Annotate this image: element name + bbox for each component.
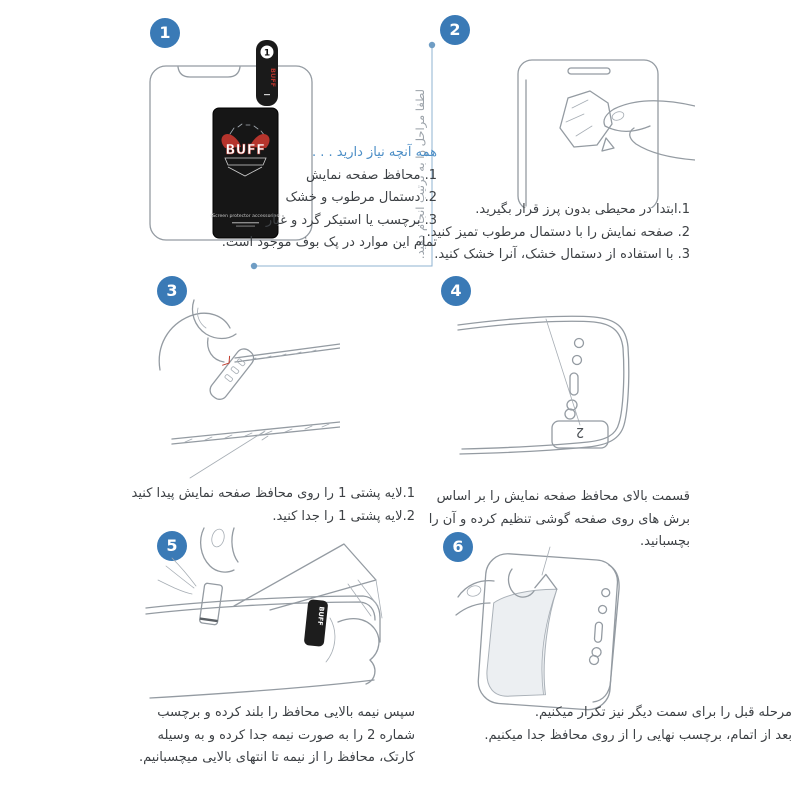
card-subtitle: (Screen protector accessories) bbox=[210, 214, 281, 219]
step-5-badge: 5 bbox=[157, 531, 187, 561]
need-item-2: 2. دستمال مرطوب و خشک bbox=[285, 190, 437, 205]
vertical-order-note: لطفا مراحل را به ترتیب انجام دهید. bbox=[413, 88, 427, 260]
step-2-line-2: 2. صفحه نمایش را با دستمال مرطوب تمیز کنید. bbox=[426, 224, 690, 240]
step-6-line-1: مرحله قبل را برای سمت دیگر نیز تکرار میکنیم. bbox=[534, 705, 792, 720]
step-4-line-1: قسمت بالای محافظ صفحه نمایش را بر اساس bbox=[436, 489, 690, 504]
step-2-text bbox=[427, 199, 690, 267]
step-4-text bbox=[429, 486, 690, 554]
step-1-text bbox=[222, 142, 437, 255]
step-5-illustration bbox=[138, 522, 388, 702]
tab-brand-label: BUFF bbox=[269, 68, 277, 88]
step-3-line-2: 2.لایه پشتی 1 را جدا کنید. bbox=[272, 508, 415, 524]
step-1-badge: 1 bbox=[150, 18, 180, 48]
step-6-text bbox=[484, 702, 792, 747]
backing-tab bbox=[204, 343, 257, 402]
tab-number-label: 2 bbox=[575, 424, 585, 439]
step-2-line-1: 1.ابتدا در محیطی بدون پرز قرار بگیرید. bbox=[475, 202, 690, 217]
step-4-illustration bbox=[448, 303, 663, 468]
step-3-line-1: 1.لایه پشتی 1 را روی محافظ صفحه نمایش پیدا کنید bbox=[131, 486, 415, 501]
step-3-badge: 3 bbox=[157, 276, 187, 306]
step-3-illustration bbox=[150, 298, 340, 480]
pack-note: تمام این موارد در پک بوف موجود است. bbox=[221, 235, 437, 250]
tab-brand-label: BUFF bbox=[315, 606, 326, 626]
step-5-line-3: کارتک، محافظ را از نیمه تا انتهای بالایی میچسبانیم. bbox=[138, 750, 415, 765]
step-4-line-3: بچسبانید. bbox=[640, 534, 690, 549]
step-6-badge: 6 bbox=[443, 532, 473, 562]
step-2-line-3: 3. با استفاده از دستمال خشک، آنرا خشک کنید. bbox=[434, 247, 690, 262]
step-4-badge: 4 bbox=[441, 276, 471, 306]
squeegee-card bbox=[199, 583, 222, 625]
step-5-line-2: شماره 2 را به صورت نیمه جدا کرده و به وسیله bbox=[157, 727, 415, 743]
need-item-1: 1. محافظ صفحه نمایش bbox=[306, 167, 437, 183]
step-2-badge: 2 bbox=[440, 15, 470, 45]
tab-number-label: 1 bbox=[263, 48, 271, 59]
step-6-illustration bbox=[452, 545, 667, 715]
step-5-line-1: سپس نیمه بالایی محافظ را بلند کرده و برچسب bbox=[157, 705, 415, 720]
step-3-text bbox=[132, 483, 415, 528]
card-brand-logo: BUFF bbox=[225, 143, 266, 158]
protector-tab-1 bbox=[256, 40, 278, 106]
needs-title: همه آنچه نیاز دارید . . . bbox=[311, 145, 437, 160]
need-item-3: 3. برچسب یا استیکر گرد و غبار bbox=[265, 212, 437, 228]
step-4-line-2: برش های روی صفحه گوشی تنظیم کرده و آن را bbox=[428, 511, 690, 527]
step-5-text bbox=[139, 702, 415, 770]
step-2-illustration bbox=[450, 48, 695, 208]
protector-tab-brand bbox=[304, 599, 329, 647]
step-6-line-2: بعد از اتمام، برچسب نهایی را از روی محافظ جدا میکنیم. bbox=[484, 727, 792, 743]
